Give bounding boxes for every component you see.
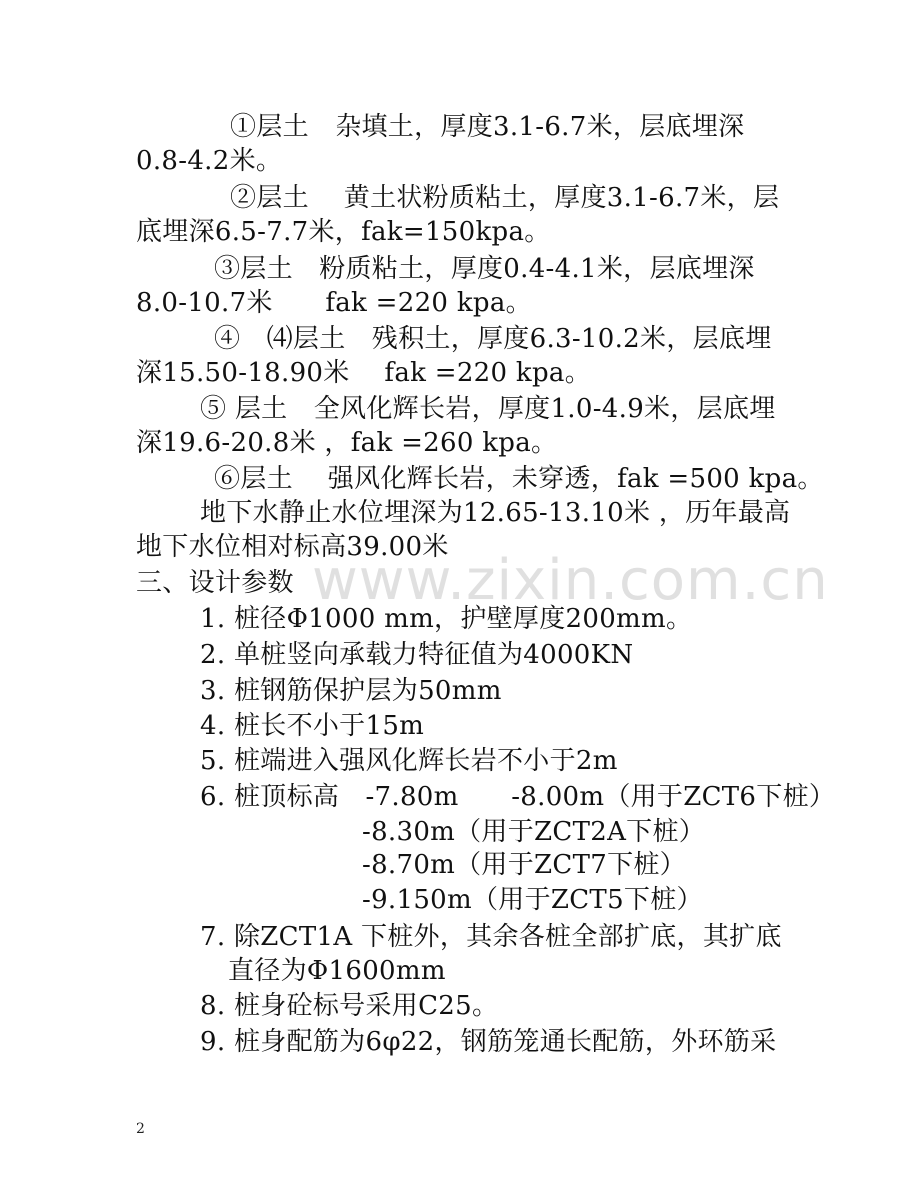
soil-layer-2-line-1: ②层土 黄土状粉质粘土，厚度3.1-6.7米，层 bbox=[230, 183, 780, 213]
param-1-pile-diameter: 1. 桩径Φ1000 mm，护壁厚度200mm。 bbox=[200, 604, 693, 634]
param-6-elevation-zct5: -9.150m（用于ZCT5下桩） bbox=[362, 885, 703, 915]
param-2-bearing-capacity: 2. 单桩竖向承载力特征值为4000KN bbox=[200, 640, 634, 670]
soil-layer-5-line-2: 深19.6-20.8米 ，fak =260 kpa。 bbox=[136, 428, 558, 458]
param-9-reinforcement: 9. 桩身配筋为6φ22，钢筋笼通长配筋，外环筋采 bbox=[200, 1027, 777, 1057]
param-7-bell-line-1: 7. 除ZCT1A 下桩外，其余各桩全部扩底，其扩底 bbox=[200, 922, 782, 952]
groundwater-line-2: 地下水位相对标高39.00米 bbox=[136, 532, 449, 562]
watermark: www.zixin.com.cn bbox=[312, 548, 829, 613]
soil-layer-1-line-2: 0.8-4.2米。 bbox=[136, 146, 283, 176]
page-number: 2 bbox=[136, 1121, 145, 1137]
soil-layer-5-line-1: ⑤ 层土 全风化辉长岩，厚度1.0-4.9米，层底埋 bbox=[200, 394, 776, 424]
param-6-elevation-zct2a: -8.30m（用于ZCT2A下桩） bbox=[362, 817, 706, 847]
soil-layer-3-line-1: ③层土 粉质粘土，厚度0.4-4.1米，层底埋深 bbox=[214, 254, 755, 284]
soil-layer-2-line-2: 底埋深6.5-7.7米，fak=150kpa。 bbox=[136, 217, 551, 247]
param-6-elevation-zct7: -8.70m（用于ZCT7下桩） bbox=[362, 850, 686, 880]
soil-layer-4-line-2: 深15.50-18.90米 fak =220 kpa。 bbox=[136, 358, 592, 388]
soil-layer-1-line-1: ①层土 杂填土，厚度3.1-6.7米，层底埋深 bbox=[230, 112, 745, 142]
param-5-embedment: 5. 桩端进入强风化辉长岩不小于2m bbox=[200, 746, 618, 776]
groundwater-line-1: 地下水静止水位埋深为12.65-13.10米 ，历年最高 bbox=[200, 498, 791, 528]
param-7-bell-line-2: 直径为Φ1600mm bbox=[228, 956, 446, 986]
param-4-pile-length: 4. 桩长不小于15m bbox=[200, 711, 425, 741]
param-8-concrete-grade: 8. 桩身砼标号采用C25。 bbox=[200, 991, 499, 1021]
param-6-pile-top-elevation: 6. 桩顶标高 -7.80m -8.00m（用于ZCT6下桩） bbox=[200, 782, 836, 812]
soil-layer-6-line: ⑥层土 强风化辉长岩，未穿透，fak =500 kpa。 bbox=[214, 464, 824, 494]
soil-layer-4-line-1: ④ ⑷层土 残积土，厚度6.3-10.2米，层底埋 bbox=[214, 324, 772, 354]
section-heading-design-parameters: 三、设计参数 bbox=[136, 568, 294, 598]
param-3-cover: 3. 桩钢筋保护层为50mm bbox=[200, 676, 502, 706]
soil-layer-3-line-2: 8.0-10.7米 fak =220 kpa。 bbox=[136, 288, 532, 318]
